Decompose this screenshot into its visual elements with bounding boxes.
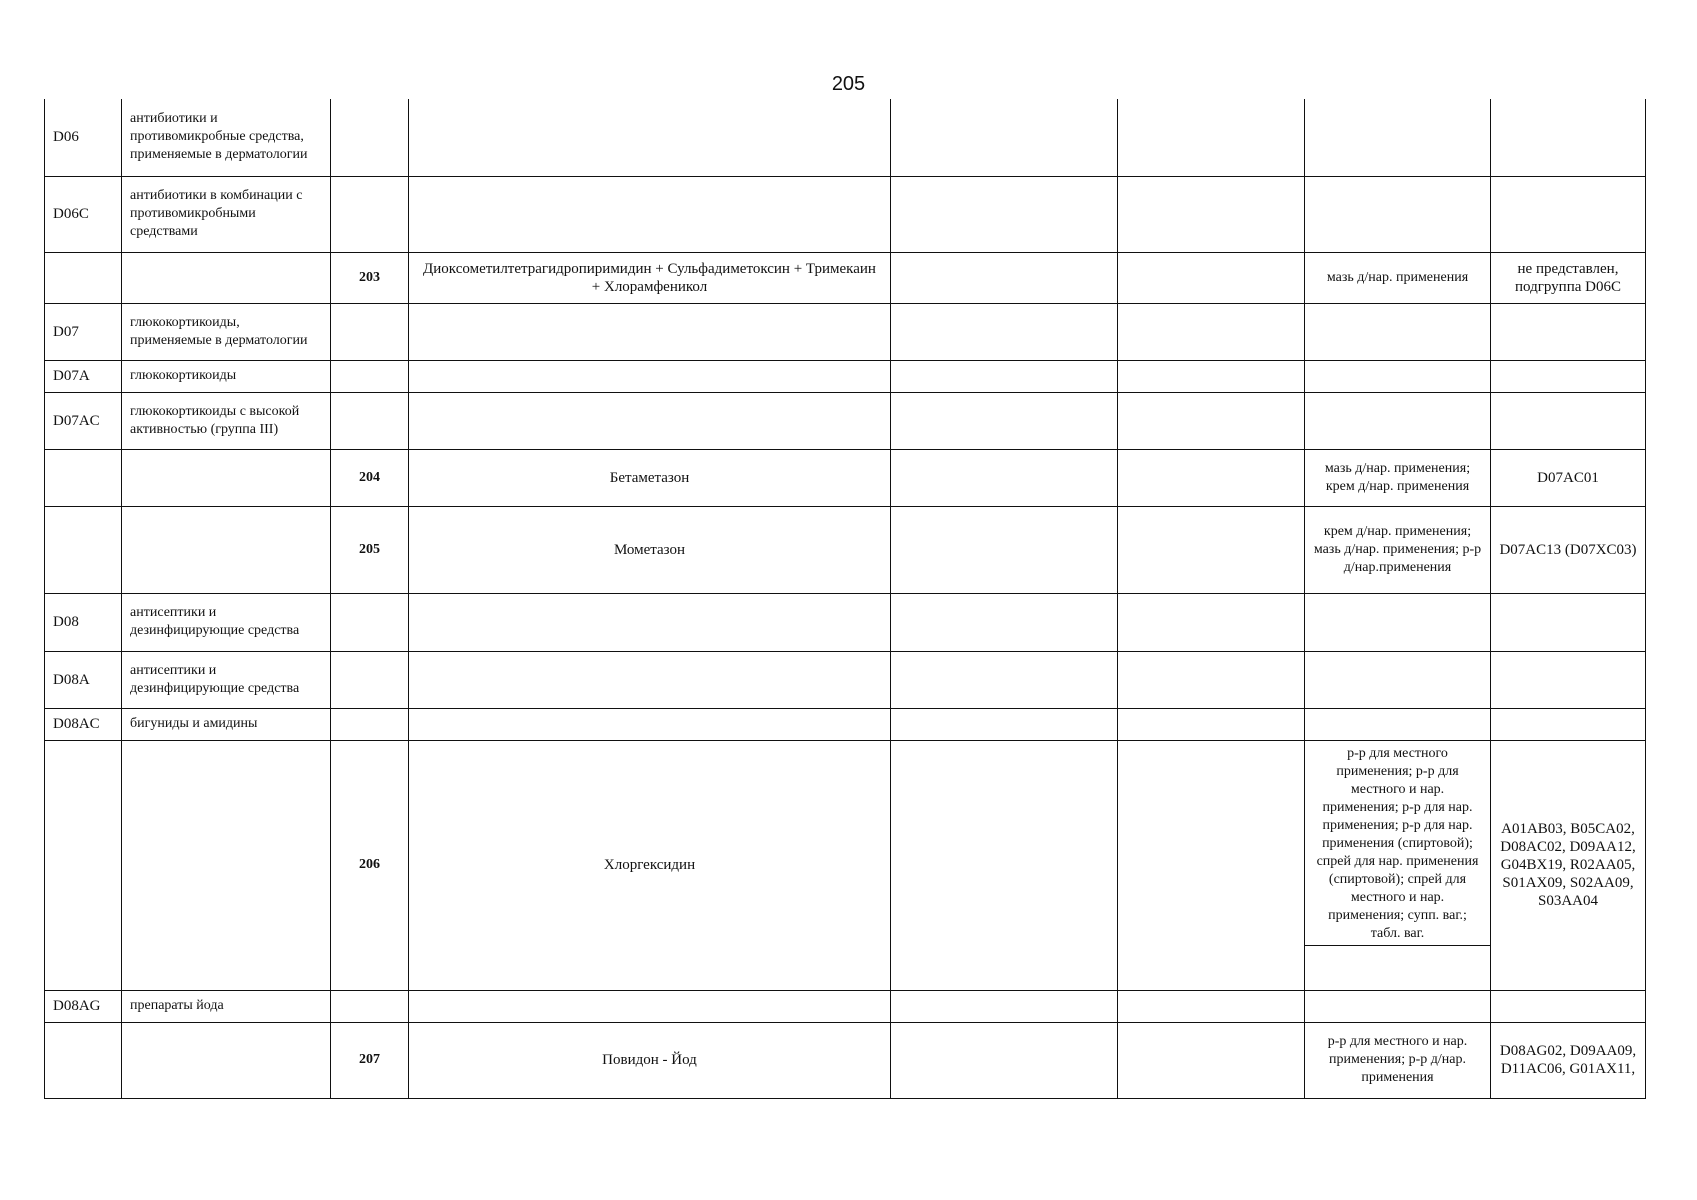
drug-number: 207 [331,1022,409,1098]
atc-code: не представлен, подгруппа D06C [1491,252,1646,303]
drug-name [409,176,891,252]
table-row [45,990,1646,1022]
drug-number [331,303,409,360]
empty-cell [891,176,1118,252]
table-row [45,740,1646,990]
empty-cell [1118,360,1305,392]
table-row [45,360,1646,392]
atc-code: D07AC13 (D07XC03) [1491,506,1646,593]
dosage-form [1305,99,1491,176]
empty-cell [891,506,1118,593]
atc-group-code [45,252,122,303]
empty-cell [1118,449,1305,506]
drug-number: 203 [331,252,409,303]
dosage-form-cell [1305,740,1491,990]
dosage-form [1305,990,1491,1022]
empty-cell [891,303,1118,360]
atc-group-code: D08AC [45,708,122,740]
drug-number: 205 [331,506,409,593]
atc-group-code: D08A [45,651,122,708]
atc-code [1491,360,1646,392]
empty-cell [891,449,1118,506]
atc-group-name [122,252,331,303]
empty-cell [1118,303,1305,360]
dosage-form: р-р для местного применения; р-р для местного и нар. применения; р-р для нар. применения; р-р для нар. применения (спиртовой); спрей для нар. применения (спиртовой); спрей для местного и нар. применения; супп. ваг.; табл. ваг. [1316,745,1479,941]
empty-cell [891,740,1118,990]
atc-group-name: глюкокортикоиды с высокой активностью (группа III) [122,392,331,449]
dosage-form [1305,176,1491,252]
drug-name [409,360,891,392]
atc-group-name: антисептики и дезинфицирующие средства [122,593,331,651]
empty-cell [891,990,1118,1022]
empty-cell [891,99,1118,176]
atc-code [1491,990,1646,1022]
empty-cell [1118,506,1305,593]
empty-cell [891,392,1118,449]
table-row [45,449,1646,506]
atc-group-code [45,740,122,990]
empty-cell [891,1022,1118,1098]
empty-cell [891,360,1118,392]
drug-name: Повидон - Йод [409,1022,891,1098]
drug-name [409,651,891,708]
drug-name: Бетаметазон [409,449,891,506]
table-row [45,252,1646,303]
table-row [45,99,1646,176]
dosage-form [1305,651,1491,708]
atc-group-code [45,449,122,506]
atc-group-code: D07 [45,303,122,360]
atc-group-name [122,506,331,593]
table-row [45,651,1646,708]
atc-code [1491,708,1646,740]
empty-cell [1118,593,1305,651]
atc-code: D07AC01 [1491,449,1646,506]
drug-number [331,392,409,449]
atc-code [1491,303,1646,360]
dosage-form: крем д/нар. применения; мазь д/нар. применения; р-р д/нар.применения [1305,506,1491,593]
atc-code: D08AG02, D09AA09, D11AC06, G01AX11, [1491,1022,1646,1098]
atc-group-name: антибиотики в комбинации с противомикробными средствами [122,176,331,252]
drug-number [331,360,409,392]
empty-cell [1118,176,1305,252]
empty-cell [1118,740,1305,990]
drug-number [331,176,409,252]
drug-number [331,990,409,1022]
atc-group-name [122,740,331,990]
dosage-form [1305,708,1491,740]
atc-group-name [122,1022,331,1098]
drug-number [331,593,409,651]
empty-cell [1118,392,1305,449]
empty-cell [891,252,1118,303]
drug-number: 206 [331,740,409,990]
atc-code [1491,651,1646,708]
atc-group-name: препараты йода [122,990,331,1022]
drug-number: 204 [331,449,409,506]
dosage-form [1305,392,1491,449]
drug-name: Хлоргексидин [409,740,891,990]
table-row [45,593,1646,651]
atc-group-name: глюкокортикоиды [122,360,331,392]
atc-group-name: антибиотики и противомикробные средства, применяемые в дерматологии [122,99,331,176]
page-number: 205 [831,73,866,95]
table-row [45,1022,1646,1098]
table-row [45,176,1646,252]
atc-code [1491,99,1646,176]
table-row [45,392,1646,449]
atc-group-code: D08 [45,593,122,651]
drug-name [409,708,891,740]
atc-code: A01AB03, B05CA02, D08AC02, D09AA12, G04BX19, R02AA05, S01AX09, S02AA09, S03AA04 [1491,740,1646,990]
table-row [45,708,1646,740]
empty-cell [891,593,1118,651]
dosage-form-subcell [1305,945,1490,964]
drug-number [331,708,409,740]
atc-group-code: D06 [45,99,122,176]
table-row [45,506,1646,593]
dosage-form [1305,303,1491,360]
atc-group-name [122,449,331,506]
atc-group-code: D07AC [45,392,122,449]
drug-name [409,593,891,651]
drug-number [331,651,409,708]
atc-group-name: глюкокортикоиды, применяемые в дерматологии [122,303,331,360]
dosage-form: р-р для местного и нар. применения; р-р д/нар. применения [1305,1022,1491,1098]
atc-group-name: антисептики и дезинфицирующие средства [122,651,331,708]
empty-cell [891,651,1118,708]
drug-name [409,990,891,1022]
atc-group-code: D07A [45,360,122,392]
drug-name: Мометазон [409,506,891,593]
empty-cell [1118,1022,1305,1098]
empty-cell [1118,252,1305,303]
table-row [45,303,1646,360]
drug-number [331,99,409,176]
atc-code [1491,593,1646,651]
empty-cell [891,708,1118,740]
empty-cell [1118,708,1305,740]
drug-name [409,303,891,360]
dosage-form [1305,360,1491,392]
empty-cell [1118,99,1305,176]
dosage-form: мазь д/нар. применения [1305,252,1491,303]
drug-name [409,99,891,176]
drug-table [44,99,1646,1099]
drug-name: Диоксометилтетрагидропиримидин + Сульфадиметоксин + Тримекаин + Хлорамфеникол [409,252,891,303]
atc-code [1491,176,1646,252]
atc-group-code [45,1022,122,1098]
atc-group-code: D06C [45,176,122,252]
atc-code [1491,392,1646,449]
empty-cell [1118,651,1305,708]
empty-cell [1118,990,1305,1022]
dosage-form: мазь д/нар. применения; крем д/нар. применения [1305,449,1491,506]
drug-name [409,392,891,449]
dosage-form [1305,593,1491,651]
atc-group-code [45,506,122,593]
atc-group-name: бигуниды и амидины [122,708,331,740]
atc-group-code: D08AG [45,990,122,1022]
